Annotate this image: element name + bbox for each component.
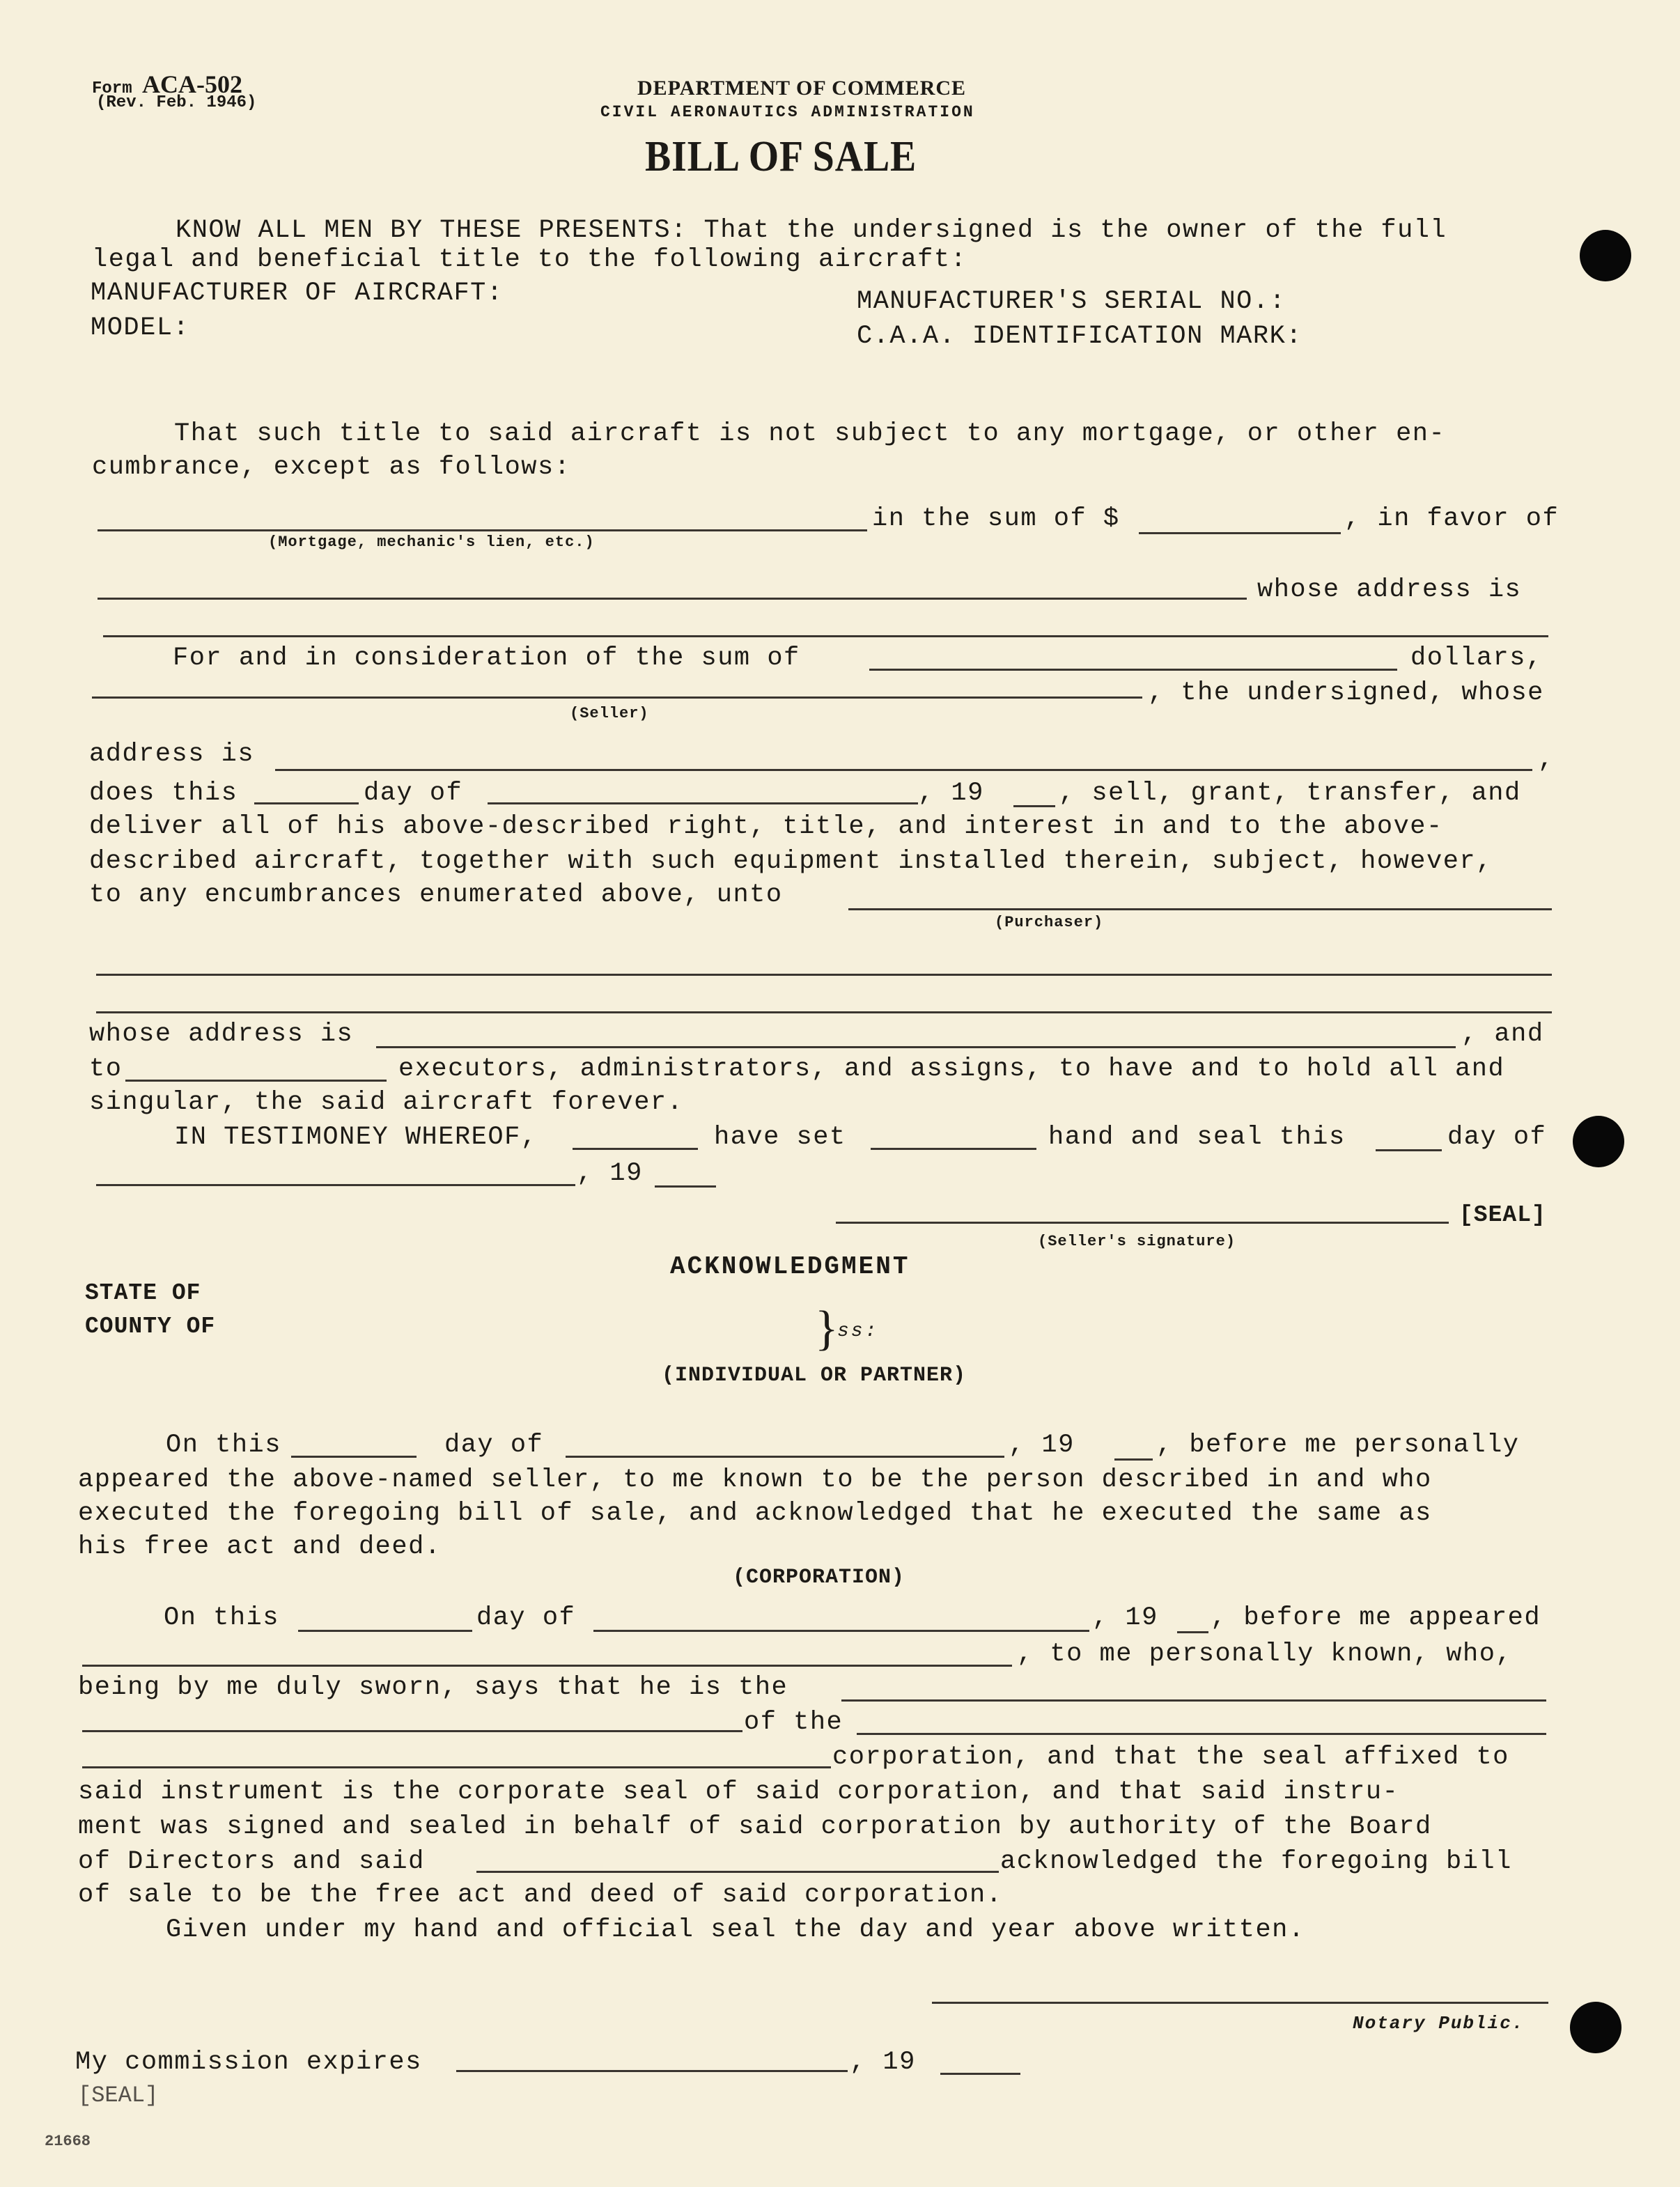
corp-sworn-text: being by me duly sworn, says that he is the [78,1673,788,1702]
lienholder-field[interactable] [98,598,1247,600]
notary-public-caption: Notary Public. [1353,2013,1525,2034]
punch-hole-top [1580,230,1631,281]
corp-corporation-text: corporation, and that the seal affixed to [832,1743,1509,1772]
encumbrance-amount-field[interactable] [1139,532,1341,534]
form-number: Form ACA-502 [92,70,242,98]
individual-caption: (INDIVIDUAL OR PARTNER) [662,1364,967,1387]
address-is-text: address is [89,740,255,769]
ind-before-text: , before me personally [1156,1431,1520,1460]
hand-seal-text: hand and seal this [1048,1123,1346,1152]
dollars-text: dollars, [1410,644,1543,673]
county-of-label: COUNTY OF [85,1314,216,1339]
corp-known-text: , to me personally known, who, [1017,1640,1513,1669]
purchaser-address-field[interactable] [376,1046,1456,1048]
form-revision: (Rev. Feb. 1946) [96,93,257,112]
state-of-label: STATE OF [85,1280,201,1306]
purchaser-name-line-3[interactable] [96,1011,1552,1013]
day-of-text: day of [364,779,463,808]
seller-seal: [SEAL] [1459,1202,1546,1228]
ind-year-field[interactable] [1114,1458,1153,1461]
commission-year-prefix: , 19 [850,2048,916,2077]
day-of-text-2: day of [1447,1123,1547,1152]
seller-caption: (Seller) [570,705,649,722]
ss-brace: } [815,1302,839,1355]
encumbrance-type-field[interactable] [98,529,867,531]
ind-month-field[interactable] [566,1456,1004,1458]
purchaser-name-field[interactable] [848,908,1552,910]
punch-hole-middle [1573,1116,1624,1167]
corp-name-line-2[interactable] [82,1766,831,1768]
corporation-caption: (CORPORATION) [733,1566,905,1589]
corp-month-field[interactable] [593,1630,1089,1632]
corp-year-prefix: , 19 [1092,1603,1158,1633]
undersigned-text: , the undersigned, whose [1148,678,1544,708]
and-text: , and [1461,1020,1544,1049]
seller-signature-field[interactable] [836,1222,1449,1224]
corp-officer-title-line-2[interactable] [82,1730,742,1732]
seller-signature-caption: (Seller's signature) [1038,1233,1236,1250]
notary-signature-field[interactable] [932,2002,1548,2004]
comma: , [1538,745,1555,775]
seller-address-field[interactable] [275,769,1532,771]
consideration-text: For and in consideration of the sum of [173,644,800,673]
corp-directors-text: of Directors and said [78,1847,425,1876]
ind-day-field[interactable] [291,1456,417,1458]
ss-text: ss: [837,1321,879,1342]
department-name: DEPARTMENT OF COMMERCE [637,77,967,100]
commission-expires-text: My commission expires [75,2048,422,2077]
corp-day-of: day of [476,1603,576,1633]
described-line: described aircraft, together with such equipment installed therein, subject, however, [89,847,1493,876]
intro-line-2: legal and beneficial title to the following aircraft: [92,245,967,274]
corp-officer-name-field[interactable] [82,1665,1012,1667]
unto-line: to any encumbrances enumerated above, unto [89,880,783,910]
sale-year-field[interactable] [1013,805,1055,807]
ind-line-4: his free act and deed. [78,1532,442,1562]
consideration-amount-field[interactable] [869,669,1397,671]
intro-line-1: KNOW ALL MEN BY THESE PRESENTS: That the undersigned is the owner of the full [176,216,1447,245]
print-code: 21668 [45,2133,91,2150]
corp-officer-title-field[interactable] [841,1699,1546,1702]
purchaser-caption: (Purchaser) [995,914,1104,931]
corp-officer-field-2[interactable] [476,1871,999,1873]
seller-name-field[interactable] [92,696,1142,699]
commission-year-field[interactable] [940,2073,1020,2075]
ind-line-2: appeared the above-named seller, to me known to be the person described in and who [78,1465,1432,1495]
to-text: to [89,1054,123,1084]
corp-acknowledged-text: acknowledged the foregoing bill [1000,1847,1512,1876]
ind-year-prefix: , 19 [1009,1431,1075,1460]
testimony-pronoun-field[interactable] [871,1148,1036,1150]
corp-day-field[interactable] [298,1630,472,1632]
ind-day-of: day of [444,1431,544,1460]
acknowledgment-heading: ACKNOWLEDGMENT [670,1252,910,1281]
sum-text: in the sum of $ [872,504,1120,534]
corp-year-field[interactable] [1177,1631,1208,1633]
ind-line-3: executed the foregoing bill of sale, and acknowledged that he executed the same as [78,1499,1432,1528]
corp-free-act-line: of sale to be the free act and deed of said corporation. [78,1881,1003,1910]
singular-text: singular, the said aircraft forever. [89,1088,684,1117]
given-under-line: Given under my hand and official seal the day and year above written. [166,1915,1305,1945]
have-set-text: have set [714,1123,846,1152]
year-prefix: , 19 [918,779,984,808]
corp-of-the: of the [744,1708,843,1737]
encumbrance-type-caption: (Mortgage, mechanic's lien, etc.) [268,534,595,551]
corp-signed-line: ment was signed and sealed in behalf of said corporation by authority of the Board [78,1812,1432,1842]
testimony-text: IN TESTIMONEY WHEREOF, [174,1123,538,1152]
testimony-month-field[interactable] [96,1184,575,1186]
sale-day-field[interactable] [254,802,359,804]
year-prefix-2: , 19 [577,1159,643,1188]
manufacturer-label: MANUFACTURER OF AIRCRAFT: [91,279,504,308]
whose-address-text-2: whose address is [89,1020,354,1049]
testimony-day-field[interactable] [1376,1149,1442,1151]
deliver-line: deliver all of his above-described right, title, and interest in and to the above- [89,812,1443,841]
purchaser-name-line-2[interactable] [96,974,1552,976]
page-title: BILL OF SALE [645,133,917,180]
punch-hole-bottom [1570,2002,1621,2053]
serial-number-label: MANUFACTURER'S SERIAL NO.: [857,287,1286,316]
corp-before-text: , before me appeared [1211,1603,1541,1633]
caa-mark-label: C.A.A. IDENTIFICATION MARK: [857,322,1302,351]
model-label: MODEL: [91,313,190,343]
encumbrance-line-2: cumbrance, except as follows: [92,453,571,482]
corp-instrument-line: said instrument is the corporate seal of said corporation, and that said instru- [78,1777,1399,1807]
commission-date-field[interactable] [456,2070,848,2072]
testimony-party-field[interactable] [573,1148,698,1150]
agency-name: CIVIL AERONAUTICS ADMINISTRATION [600,103,975,121]
corp-on-this: On this [164,1603,279,1633]
whose-address-text: whose address is [1257,575,1522,605]
lienholder-address-field[interactable] [103,635,1548,637]
purchaser-heirs-field[interactable] [125,1080,387,1082]
encumbrance-line-1: That such title to said aircraft is not subject to any mortgage, or other en- [174,419,1446,449]
ind-on-this: On this [166,1431,281,1460]
testimony-year-field[interactable] [655,1185,716,1188]
executors-text: executors, administrators, and assigns, to have and to hold all and [398,1054,1505,1084]
notary-seal: [SEAL] [78,2083,159,2108]
does-this-text: does this [89,779,238,808]
favor-text: , in favor of [1344,504,1560,534]
corp-name-field[interactable] [857,1733,1546,1735]
sell-text: , sell, grant, transfer, and [1059,779,1521,808]
sale-month-field[interactable] [488,802,918,804]
